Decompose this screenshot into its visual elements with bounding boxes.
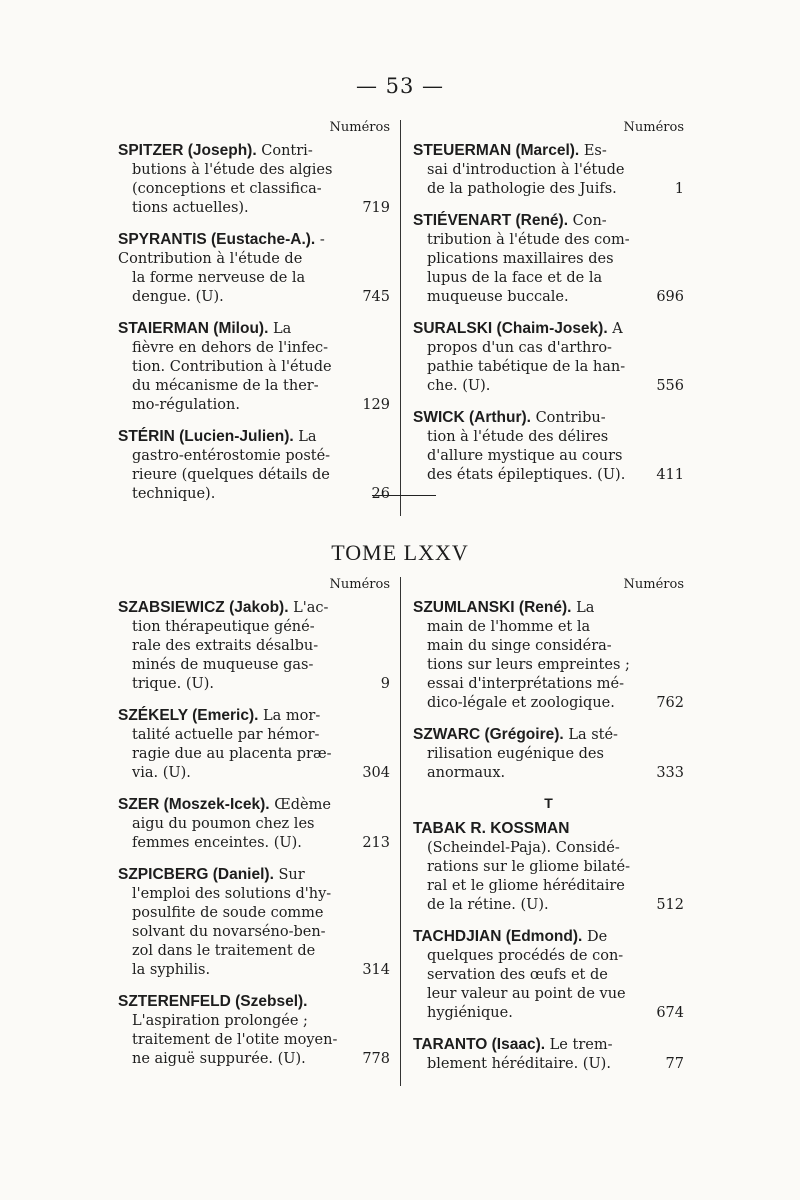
entry-text: muqueuse buccale.	[427, 289, 569, 305]
letter-marker: T	[544, 795, 553, 811]
entry-number: 77	[665, 1056, 684, 1072]
page-number: — 53 —	[355, 74, 445, 98]
author-name: SWICK (Arthur).	[413, 409, 531, 426]
entry-text: servation des œufs et de	[427, 967, 608, 983]
entry-text: solvant du novarséno-ben-	[132, 924, 326, 940]
entry-text: la forme nerveuse de la	[132, 270, 306, 286]
author-name: STÉRIN (Lucien-Julien).	[118, 428, 294, 445]
entry-text: ral et le gliome héréditaire	[427, 878, 625, 894]
entry-text: pathie tabétique de la han-	[427, 359, 626, 375]
entry-text: mo-régulation.	[132, 397, 240, 413]
entry-number: 696	[656, 289, 684, 305]
author-name: SZPICBERG (Daniel).	[118, 866, 274, 883]
thesis-entry	[413, 141, 684, 199]
author-name: STAIERMAN (Milou).	[118, 320, 269, 337]
entry-number: 9	[380, 676, 390, 692]
thesis-entry	[413, 211, 684, 307]
thesis-entry	[118, 230, 390, 307]
author-name: SZÉKELY (Emeric).	[118, 707, 259, 724]
entry-text: d'allure mystique au cours	[427, 448, 623, 464]
thesis-entry	[118, 865, 390, 980]
author-name: TARANTO (Isaac).	[413, 1036, 546, 1053]
entry-text: minés de muqueuse gas-	[132, 657, 314, 673]
entry-text: La	[273, 321, 292, 337]
numeros-header: Numéros	[623, 120, 684, 135]
thesis-entry	[413, 598, 684, 713]
author-name: STIÉVENART (René).	[413, 212, 569, 229]
tome-heading: TOME LXXV	[331, 540, 469, 565]
thesis-entry	[118, 598, 390, 694]
thesis-entry	[118, 706, 390, 783]
entry-text: la syphilis.	[132, 962, 211, 978]
entry-text: rations sur le gliome bilaté-	[427, 859, 631, 875]
entry-text: La sté-	[568, 727, 618, 743]
entry-text: De	[586, 929, 608, 945]
thesis-entry	[413, 725, 684, 783]
entry-text: traitement de l'otite moyen-	[132, 1032, 338, 1048]
entry-number: 719	[362, 200, 390, 216]
entry-text: zol dans le traitement de	[132, 943, 316, 959]
entry-text: essai d'interprétations mé-	[427, 676, 625, 692]
entry-text: Con-	[572, 213, 607, 229]
entry-text: La	[576, 600, 595, 616]
author-name: TACHDJIAN (Edmond).	[413, 928, 583, 945]
entry-text: che. (U).	[427, 378, 491, 394]
entry-text: rale des extraits désalbu-	[132, 638, 319, 654]
entry-text: propos d'un cas d'arthro-	[427, 340, 612, 356]
entry-text: main de l'homme et la	[427, 619, 591, 635]
thesis-entry	[118, 319, 390, 415]
entry-number: 304	[362, 765, 390, 781]
author-name: TABAK R. KOSSMAN	[413, 820, 570, 837]
entry-number: 674	[656, 1005, 684, 1021]
thesis-entry	[118, 427, 390, 504]
entry-text: femmes enceintes. (U).	[132, 835, 302, 851]
entry-text: Le trem-	[549, 1037, 613, 1053]
entry-number: 1	[674, 181, 684, 197]
thesis-entry	[118, 795, 390, 853]
entry-text: tribution à l'étude des com-	[427, 232, 630, 248]
entry-number: 129	[362, 397, 390, 413]
entry-text: plications maxillaires des	[427, 251, 614, 267]
entry-text: (Scheindel-Paja). Considé-	[427, 840, 620, 856]
entry-number: 314	[362, 962, 390, 978]
entry-text: La mor-	[263, 708, 321, 724]
thesis-entry	[118, 992, 390, 1069]
author-name: SURALSKI (Chaim-Josek).	[413, 320, 608, 337]
entry-text: quelques procédés de con-	[427, 948, 624, 964]
entry-number: 745	[362, 289, 390, 305]
column-bottom-right	[401, 577, 684, 1086]
entry-text: l'emploi des solutions d'hy-	[132, 886, 332, 902]
entry-text: posulfite de soude comme	[132, 905, 324, 921]
entry-text: Es-	[583, 143, 607, 159]
entry-text: dengue. (U).	[132, 289, 224, 305]
separator-rule	[372, 495, 436, 496]
entry-text: ragie due au placenta præ-	[132, 746, 332, 762]
entry-text: A	[612, 321, 623, 337]
entry-text: via. (U).	[132, 765, 191, 781]
author-name: SPITZER (Joseph).	[118, 142, 257, 159]
entry-text: de la pathologie des Juifs.	[427, 181, 617, 197]
entry-text: fièvre en dehors de l'infec-	[132, 340, 329, 356]
section-top	[118, 120, 684, 516]
thesis-entry	[413, 819, 684, 915]
entry-text: hygiénique.	[427, 1005, 513, 1021]
author-name: SZWARC (Grégoire).	[413, 726, 564, 743]
entry-number: 778	[362, 1051, 390, 1067]
author-name: SZUMLANSKI (René).	[413, 599, 572, 616]
thesis-entry	[118, 141, 390, 218]
entry-text: Sur	[278, 867, 305, 883]
entry-text: (conceptions et classifica-	[132, 181, 322, 197]
entry-text: L'aspiration prolongée ;	[132, 1013, 308, 1029]
entry-text: trique. (U).	[132, 676, 214, 692]
numeros-header: Numéros	[329, 120, 390, 135]
thesis-entry	[413, 1035, 684, 1074]
column-bottom-left	[118, 577, 401, 1086]
entry-text: tion à l'étude des délires	[427, 429, 609, 445]
entry-text: La	[298, 429, 317, 445]
author-name: SPYRANTIS (Eustache-A.).	[118, 231, 316, 248]
entry-number: 213	[362, 835, 390, 851]
entry-number: 333	[656, 765, 684, 781]
entry-text: tion. Contribution à l'étude	[132, 359, 332, 375]
entry-text: blement héréditaire. (U).	[427, 1056, 611, 1072]
entry-text: rieure (quelques détails de	[132, 467, 330, 483]
thesis-entry	[413, 408, 684, 485]
entry-text: L'ac-	[293, 600, 329, 616]
entry-text: tion thérapeutique géné-	[132, 619, 315, 635]
entry-text: aigu du poumon chez les	[132, 816, 315, 832]
entry-text: Œdème	[274, 797, 331, 813]
entry-text: gastro-entérostomie posté-	[132, 448, 331, 464]
column-top-right	[401, 120, 684, 516]
numeros-header: Numéros	[623, 577, 684, 592]
author-name: SZER (Moszek-Icek).	[118, 796, 270, 813]
section-bottom	[118, 577, 684, 1086]
entry-number: 762	[656, 695, 684, 711]
entry-text: rilisation eugénique des	[427, 746, 604, 762]
author-name: SZTERENFELD (Szebsel).	[118, 993, 308, 1010]
entry-number: 411	[656, 467, 684, 483]
entry-text: - Contribution à l'étude de	[118, 232, 325, 267]
author-name: STEUERMAN (Marcel).	[413, 142, 580, 159]
entry-text: sai d'introduction à l'étude	[427, 162, 625, 178]
entry-text: Contri-	[261, 143, 313, 159]
numeros-header: Numéros	[329, 577, 390, 592]
entry-text: ne aiguë suppurée. (U).	[132, 1051, 306, 1067]
entry-text: butions à l'étude des algies	[132, 162, 333, 178]
entry-text: du mécanisme de la ther-	[132, 378, 319, 394]
entry-text: talité actuelle par hémor-	[132, 727, 320, 743]
entry-text: Contribu-	[535, 410, 606, 426]
author-name: SZABSIEWICZ (Jakob).	[118, 599, 289, 616]
entry-text: tions actuelles).	[132, 200, 249, 216]
column-top-left	[118, 120, 401, 516]
entry-text: anormaux.	[427, 765, 506, 781]
entry-number: 26	[371, 486, 390, 502]
entry-text: dico-légale et zoologique.	[427, 695, 615, 711]
thesis-entry	[413, 927, 684, 1023]
entry-number: 556	[656, 378, 684, 394]
entry-number: 512	[656, 897, 684, 913]
entry-text: des états épileptiques. (U).	[427, 467, 626, 483]
entry-text: de la rétine. (U).	[427, 897, 549, 913]
thesis-entry	[413, 319, 684, 396]
entry-text: main du singe considéra-	[427, 638, 612, 654]
entry-text: leur valeur au point de vue	[427, 986, 626, 1002]
entry-text: tions sur leurs empreintes ;	[427, 657, 630, 673]
entry-text: technique).	[132, 486, 216, 502]
entry-text: lupus de la face et de la	[427, 270, 603, 286]
